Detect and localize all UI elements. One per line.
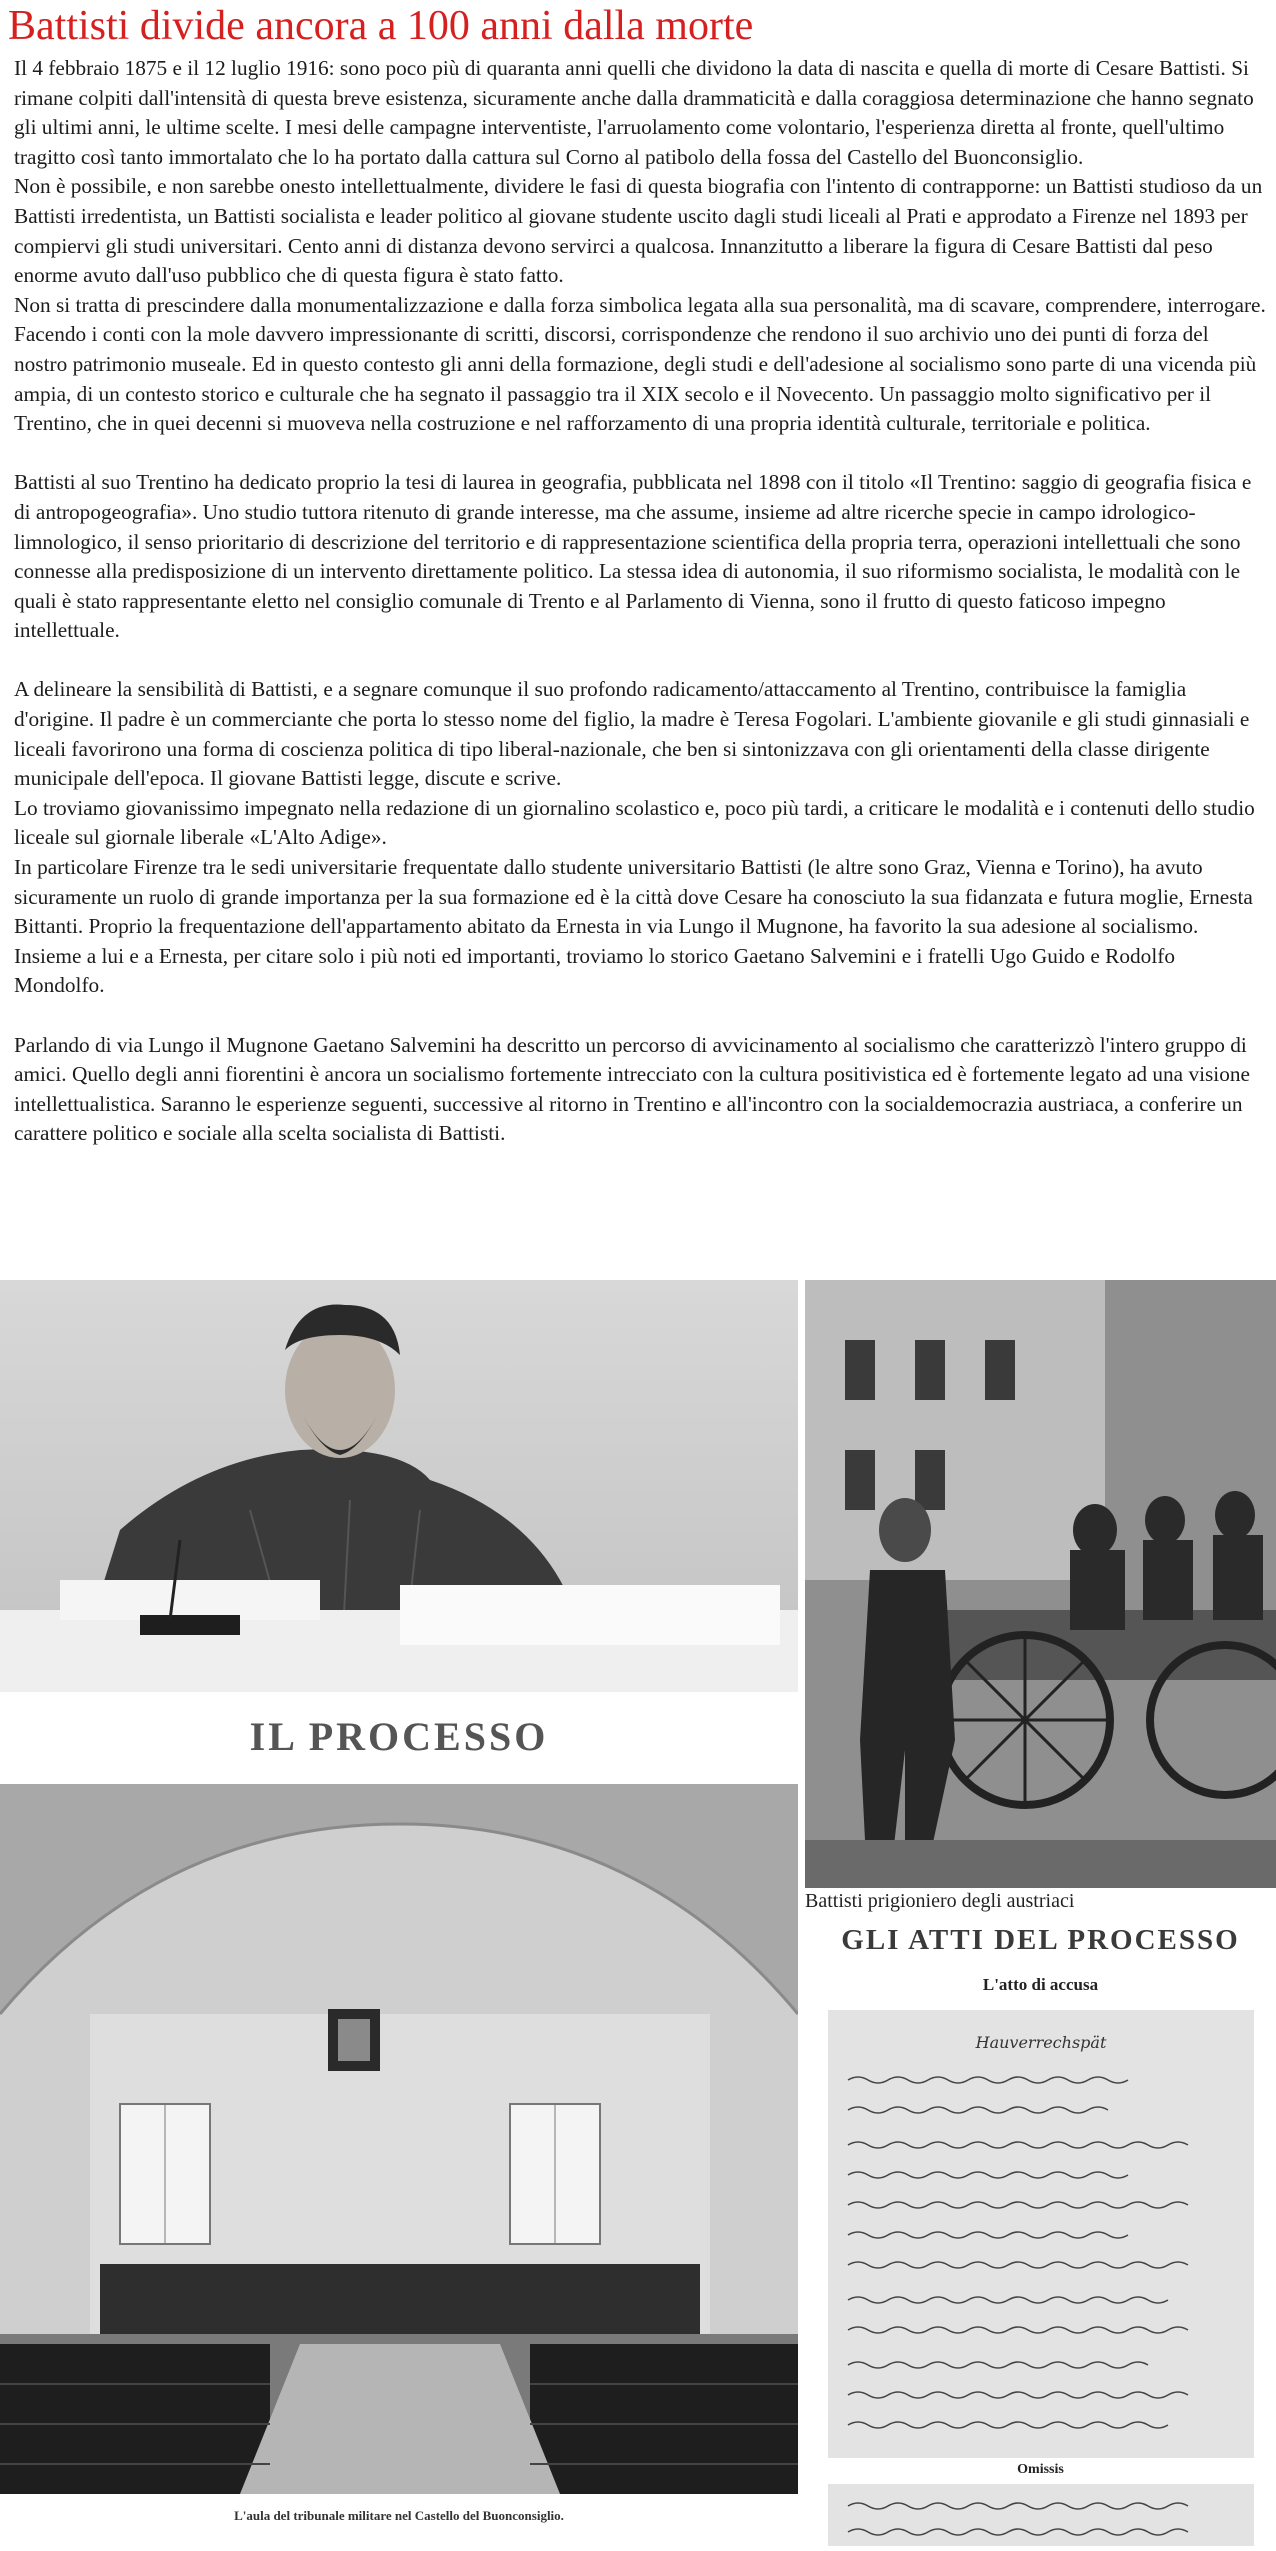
article-paragraph: Parlando di via Lungo il Mugnone Gaetano Salvemini ha descritto un percorso di avvicinamento al socialismo che caratterizzò l'intero gruppo di amici. Quello degli anni fiorentini è ancora un socialismo fortemente intrecciato con la cultura positivistica ed è fortemente legato ad una visione intellettualistica. Saranno le esperienze seguenti, successive al ritorno in Trentino e all'incontro con la socialdemocrazia austriaca, a conferire un carattere politico e sociale alla scelta socialista di Battisti.	[14, 1032, 1250, 1146]
article-paragraph: Battisti al suo Trentino ha dedicato proprio la tesi di laurea in geografia, pubblicata nel 1898 con il titolo «Il Trentino: saggio di geografia fisica e di antropogeografia». Uno studio tuttora ritenuto di grande interesse, ma che assume, insieme ad altre ricerche specie in campo idrologico-limnologico, il senso prioritario di descrizione del territorio e di rappresentazione scientifica della propria terra, operazioni intellettuali che sono connesse alla predisposizione di un intervento direttamente politico. La stessa idea di autonomia, il suo riformismo socialista, le modalità con le quali è stato rappresentante eletto nel consiglio comunale di Trento e al Parlamento di Vienna, sono il frutto di questo faticoso impegno intellettuale.	[14, 470, 1252, 643]
atti-heading: GLI ATTI DEL PROCESSO	[841, 1924, 1240, 1956]
photo-battisti-writing	[0, 1280, 798, 1692]
page-title: Battisti divide ancora a 100 anni dalla morte	[8, 3, 754, 49]
photo-handwritten-continuation	[828, 2484, 1254, 2546]
processo-heading: IL PROCESSO	[249, 1714, 549, 1759]
atti-subheading: L'atto di accusa	[982, 1975, 1099, 1994]
article-paragraph: Non si tratta di prescindere dalla monumentalizzazione e dalla forza simbolica legata alla sua personalità, ma di scavare, comprendere, interrogare. Facendo i conti con la mole davvero impressionante di scritti, discorsi, corrispondenze che rendono il suo archivio uno dei punti di forza del nostro patrimonio museale. Ed in questo contesto gli anni della formazione, degli studi e dell'adesione al socialismo sono parte di una vicenda più ampia, di un contesto storico e culturale che ha segnato il passaggio tra il XIX secolo e il Novecento. Un passaggio molto significativo per il Trentino, che in quei decenni si muoveva nella costruzione e nel rafforzamento di una propria identità culturale, territoriale e politica.	[14, 292, 1266, 436]
article-paragraph: Non è possibile, e non sarebbe onesto intellettualmente, dividere le fasi di questa biografia con l'intento di contrapporne: un Battisti studioso da un Battisti irredentista, un Battisti socialista e leader politico al giovane studente uscito dagli studi liceali al Prati e approdato a Firenze nel 1893 per compiervi gli studi universitari. Cento anni di distanza devono servirci a qualcosa. Innanzitutto a liberare la figura di Cesare Battisti dal peso enorme avuto dall'uso pubblico che di questa figura è stato fatto.	[14, 174, 1263, 288]
article-paragraph: Il 4 febbraio 1875 e il 12 luglio 1916: sono poco più di quaranta anni quelli che dividono la data di nascita e quella di morte di Cesare Battisti. Si rimane colpiti dall'intensità di questa breve esistenza, sicuramente anche dalla drammaticità e dalla coraggiosa determinazione che hanno segnato gli ultimi anni, le ultime scelte. I mesi delle campagne interventiste, l'arruolamento come volontario, l'esperienza diretta al fronte, quell'ultimo tragitto così tanto immortalato che lo ha portato dalla cattura sul Corno al patibolo della fossa del Castello del Buonconsiglio.	[14, 56, 1254, 169]
photo-courtroom	[0, 1784, 798, 2494]
courtroom-caption: L'aula del tribunale militare nel Castello del Buonconsiglio.	[234, 2508, 564, 2523]
omissis-label: Omissis	[1017, 2462, 1064, 2477]
photo-battisti-prisoner	[805, 1280, 1276, 1888]
photo-handwritten-accusation	[828, 2010, 1254, 2458]
article-paragraph: In particolare Firenze tra le sedi universitarie frequentate dallo studente universitario Battisti (le altre sono Graz, Vienna e Torino), ha avuto sicuramente un ruolo di grande importanza per la sua formazione ed è la città dove Cesare ha conosciuto la sua fidanzata e futura moglie, Ernesta Bittanti. Proprio la frequentazione dell'appartamento abitato da Ernesta in via Lungo il Mugnone, ha favorito la sua adesione al socialismo. Insieme a lui e a Ernesta, per citare solo i più noti ed importanti, troviamo lo storico Gaetano Salvemini e i fratelli Ugo Guido e Rodolfo Mondolfo.	[14, 855, 1253, 998]
article-body	[14, 54, 1266, 1149]
document-heading: Hauverrechspät	[975, 2033, 1107, 2052]
article-paragraph: A delineare la sensibilità di Battisti, e a segnare comunque il suo profondo radicamento/attaccamento al Trentino, contribuisce la famiglia d'origine. Il padre è un commerciante che porta lo stesso nome del figlio, la madre è Teresa Fogolari. L'ambiente giovanile e gli studi ginnasiali e liceali favorirono una forma di coscienza politica di tipo liberal-nazionale, che ben si sintonizzava con gli orientamenti della classe dirigente municipale dell'epoca. Il giovane Battisti legge, discute e scrive.	[14, 677, 1250, 791]
prisoner-caption: Battisti prigioniero degli austriaci	[805, 1890, 1075, 1912]
article-paragraph: Lo troviamo giovanissimo impegnato nella redazione di un giornalino scolastico e, poco più tardi, a criticare le modalità e i contenuti dello studio liceale sul giornale liberale «L'Alto Adige».	[14, 795, 1255, 850]
